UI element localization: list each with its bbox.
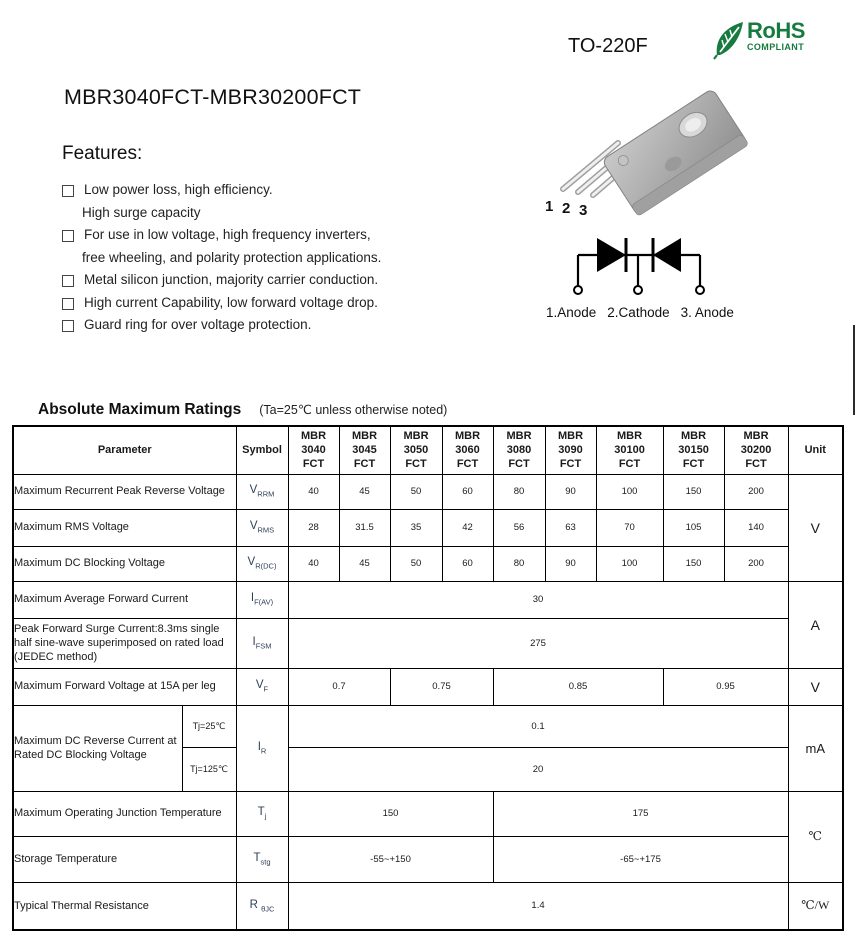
value-cell: 0.7 [288,668,390,705]
symbol-tj: $T_j$ [236,791,288,836]
checkbox-bullet-icon [62,185,74,197]
value-cell: 150 [663,474,724,509]
column-header-model: MBR 3050 FCT [390,426,442,474]
parameter-label: Peak Forward Surge Current:8.3ms single half sine-wave superimposed on rated load (JEDEC method) [13,618,236,668]
pin-number-3: 3 [579,202,588,219]
feature-text: Low power loss, high efficiency. [84,182,273,197]
parameter-label: Typical Thermal Resistance [13,882,236,930]
list-item [62,269,492,292]
checkbox-bullet-icon [62,298,74,310]
value-cell: 30 [288,581,788,618]
value-cell: 140 [724,509,788,546]
list-item [62,314,492,337]
unit-volts: V [788,474,843,581]
parameter-label: Maximum Operating Junction Temperature [13,791,236,836]
unit-celsius-per-watt: ℃/W [788,882,843,930]
condition-label: Tj=125℃ [182,747,236,791]
parameter-label: Maximum DC Blocking Voltage [13,546,236,581]
pin-number-1: 1 [545,198,554,215]
value-cell: 0.85 [493,668,663,705]
package-body [602,88,749,216]
value-cell: 80 [493,546,545,581]
value-cell: 20 [288,747,788,791]
diode-1-symbol [597,238,626,272]
table-header-row [13,426,843,474]
feature-text: High surge capacity [82,204,201,220]
value-cell: 0.95 [663,668,788,705]
value-cell: 150 [288,791,493,836]
value-cell: 90 [545,474,596,509]
value-cell: 0.1 [288,705,788,747]
table-row [13,668,843,705]
value-cell: 200 [724,474,788,509]
value-cell: 40 [288,546,339,581]
unit-celsius: ℃ [788,791,843,882]
ratings-section-title: Absolute Maximum Ratings [38,401,242,418]
checkbox-bullet-icon [62,230,74,242]
column-header-model: MBR 3060 FCT [442,426,493,474]
column-header-model: MBR 3045 FCT [339,426,390,474]
feature-text: For use in low voltage, high frequency inverters, [84,227,371,242]
value-cell: 80 [493,474,545,509]
legend-cathode-2: 2.Cathode [607,305,670,320]
pin-number-2: 2 [562,200,571,217]
pin-legend [546,305,734,320]
value-cell: 45 [339,546,390,581]
legend-anode-1: 1.Anode [546,305,597,320]
list-item [62,179,492,224]
value-cell: 50 [390,474,442,509]
diode-2-symbol [653,238,681,272]
value-cell: 105 [663,509,724,546]
checkbox-bullet-icon [62,275,74,287]
symbol-rthjc: R $_{\theta JC}$ [236,882,288,930]
value-cell: 28 [288,509,339,546]
table-row [13,836,843,882]
rohs-logo [713,20,805,65]
table-row [13,882,843,930]
value-cell: 175 [493,791,788,836]
symbol-ifav: $I_{F(AV)}$ [236,581,288,618]
value-cell: 40 [288,474,339,509]
value-cell: 150 [663,546,724,581]
list-item [62,224,492,269]
unit-milliamps: mA [788,705,843,791]
list-item [62,292,492,315]
terminal-1 [574,286,582,294]
parameter-label: Maximum Forward Voltage at 15A per leg [13,668,236,705]
absolute-maximum-ratings-table [12,425,844,931]
column-header-model: MBR 3090 FCT [545,426,596,474]
unit-volts: V [788,668,843,705]
value-cell: 50 [390,546,442,581]
value-cell: 100 [596,474,663,509]
value-cell: 100 [596,546,663,581]
table-row [13,705,843,747]
parameter-label: Maximum Average Forward Current [13,581,236,618]
symbol-vrms: $V_{RMS}$ [236,509,288,546]
symbol-vf: $V_F$ [236,668,288,705]
rohs-title: RoHS [747,18,805,43]
symbol-tstg: $T_{stg}$ [236,836,288,882]
value-cell: 35 [390,509,442,546]
table-row [13,546,843,581]
value-cell: 90 [545,546,596,581]
table-row [13,581,843,618]
checkbox-bullet-icon [62,320,74,332]
package-drawing [535,75,770,225]
parameter-label: Maximum Recurrent Peak Reverse Voltage [13,474,236,509]
parameter-label: Maximum RMS Voltage [13,509,236,546]
column-header-unit: Unit [788,426,843,474]
parameter-label: Maximum DC Reverse Current at Rated DC Blocking Voltage [13,705,182,791]
table-row [13,509,843,546]
table-row [13,618,843,668]
value-cell: 60 [442,474,493,509]
value-cell: 63 [545,509,596,546]
package-type-label: TO-220F [568,35,648,57]
value-cell: 45 [339,474,390,509]
feature-text: High current Capability, low forward voltage drop. [84,294,378,310]
value-cell: 200 [724,546,788,581]
parameter-label: Storage Temperature [13,836,236,882]
leaf-icon [713,20,745,65]
condition-label: Tj=25℃ [182,705,236,747]
value-cell: 0.75 [390,668,493,705]
symbol-vrdc: $V_{R(DC)}$ [236,546,288,581]
table-row [13,474,843,509]
terminal-3 [696,286,704,294]
value-cell: -55~+150 [288,836,493,882]
value-cell: 70 [596,509,663,546]
column-header-parameter: Parameter [13,426,236,474]
symbol-ir: $I_R$ [236,705,288,791]
column-header-model: MBR 3080 FCT [493,426,545,474]
value-cell: 42 [442,509,493,546]
feature-text: free wheeling, and polarity protection applications. [82,249,382,265]
page-edge-line [853,325,855,415]
symbol-ifsm: $I_{FSM}$ [236,618,288,668]
feature-text: Metal silicon junction, majority carrier conduction. [84,272,379,287]
value-cell: 56 [493,509,545,546]
rohs-subtitle: COMPLIANT [747,42,805,52]
column-header-model: MBR 30100 FCT [596,426,663,474]
column-header-model: MBR 30150 FCT [663,426,724,474]
diode-schematic [540,225,775,303]
value-cell: 31.5 [339,509,390,546]
column-header-model: MBR 3040 FCT [288,426,339,474]
terminal-2 [634,286,642,294]
value-cell: 60 [442,546,493,581]
ratings-condition-note: (Ta=25℃ unless otherwise noted) [259,403,448,417]
value-cell: 1.4 [288,882,788,930]
page-title: MBR3040FCT-MBR30200FCT [64,85,362,109]
features-heading: Features: [62,143,143,164]
symbol-vrrm: $V_{RRM}$ [236,474,288,509]
legend-anode-3: 3. Anode [680,305,734,320]
value-cell: 275 [288,618,788,668]
feature-text: Guard ring for over voltage protection. [84,317,312,332]
column-header-symbol: Symbol [236,426,288,474]
unit-amps: A [788,581,843,668]
column-header-model: MBR 30200 FCT [724,426,788,474]
table-row [13,791,843,836]
value-cell: -65~+175 [493,836,788,882]
features-list [62,179,492,337]
